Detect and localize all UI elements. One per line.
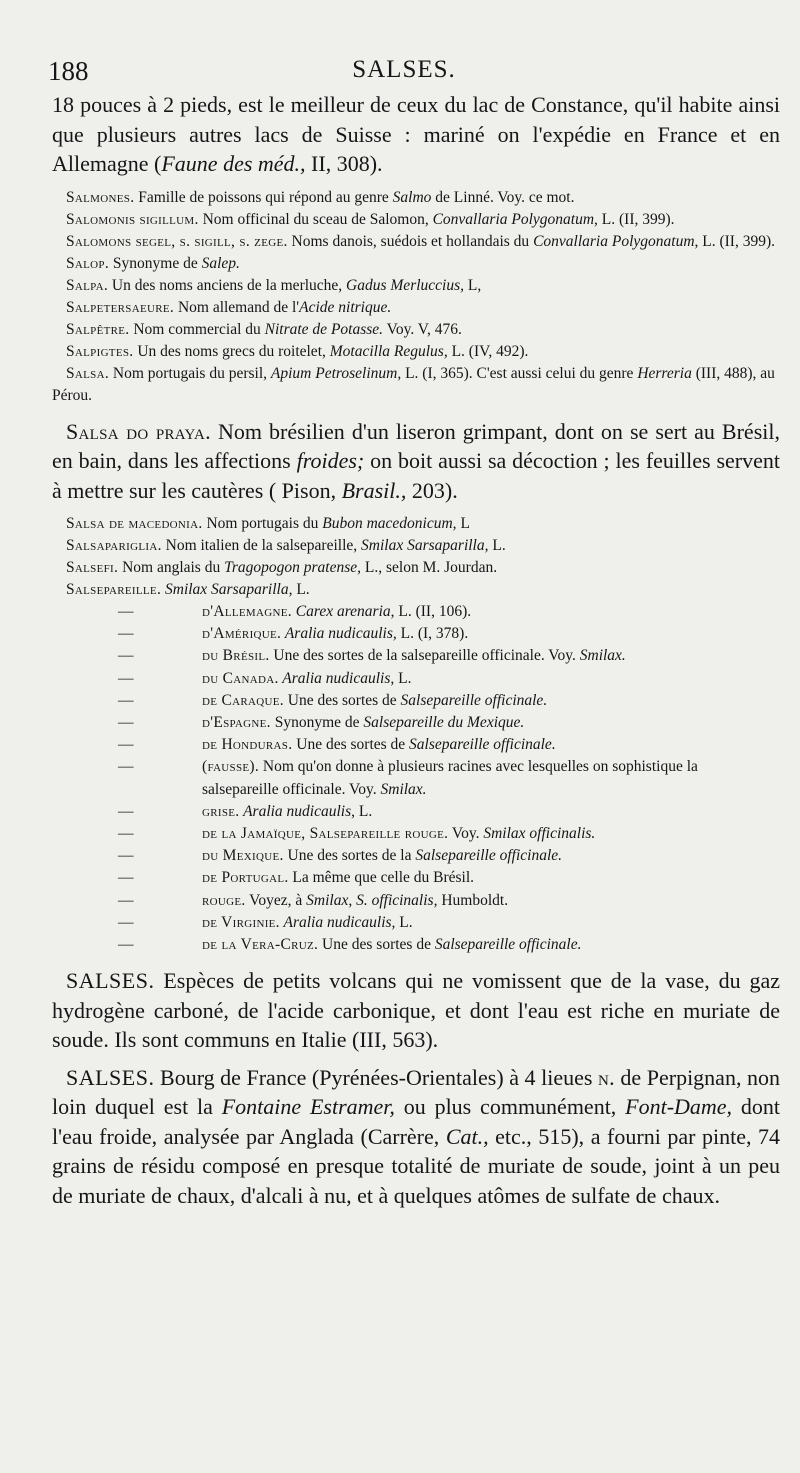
subentry-text: Voy. — [448, 825, 484, 843]
subentry — [52, 845, 780, 867]
subentry — [52, 823, 780, 845]
subentry-text: La même que celle du Brésil. — [288, 869, 475, 887]
subentry-italic: Carex arenaria — [291, 603, 391, 620]
entry-salsefi — [52, 557, 780, 579]
em-dash: — — [118, 802, 134, 820]
entry-text: dont l'eau froide, analysée par Anglada (Carrère, — [52, 1094, 780, 1149]
entry-text: Voy. V, 476. — [383, 320, 462, 338]
subentry-text: L. — [395, 913, 413, 931]
subentry-text: Une des sortes de — [292, 736, 410, 754]
subentry-italic: Aralia nudicaulis, — [279, 913, 396, 931]
subentry-italic: Smilax. — [380, 780, 427, 798]
subentry-italic: Salsepareille officinale. — [415, 847, 563, 865]
entry-text: Nom italien de la salsepareille, — [161, 537, 362, 554]
subentry-head: du Canada. — [202, 669, 279, 687]
em-dash: — — [118, 714, 134, 732]
entry-text: L. — [292, 581, 310, 598]
entry-text: Nom portugais du persil, — [109, 364, 271, 382]
entry-text: L., selon M. Jourdan. — [361, 559, 498, 576]
entry-salpa — [52, 275, 780, 297]
subentry-italic: Smilax officinalis. — [483, 825, 596, 843]
subentry — [52, 668, 780, 690]
entry-italic: Smilax Sarsaparilla, — [165, 581, 293, 598]
entry-text: L. — [488, 537, 506, 554]
entry-italic: Salep. — [201, 254, 240, 272]
em-dash: — — [118, 691, 134, 709]
em-dash: — — [118, 603, 134, 620]
entry-salses-volcans — [52, 966, 780, 1055]
em-dash: — — [118, 736, 134, 754]
entry-italic: froides; — [296, 448, 365, 473]
entry-text: Nom commercial du — [129, 320, 265, 338]
entry-text: L. (IV, 492). — [447, 342, 529, 360]
subentry-head: du Brésil. — [202, 647, 270, 665]
entry-italic: Fontaine Estramer, — [221, 1094, 395, 1120]
subentry-head: de Caraque. — [202, 691, 284, 709]
intro-text: 18 pouces à 2 pieds, est le meilleur de ceux du lac de Constance, qu'il habite ainsi que plusieurs autres lacs de Suisse : mariné on l'expédie en France et en Allemagne ( — [52, 92, 780, 176]
entry-text: ou plus communément, — [394, 1094, 626, 1120]
entry-head: Salsa de macedonia. — [66, 515, 203, 532]
subentry-italic: Salsepareille officinale. — [434, 936, 582, 954]
subentry-text: Une des sortes de — [283, 691, 401, 709]
subentry-head: d'Amérique. — [202, 625, 282, 643]
entry-head: Salsepareille. — [66, 581, 162, 598]
entry-text: Espèces de petits volcans qui ne vomissent que de la vase, du gaz hydrogène carboné, de l'acide carbonique, et dont l'eau est riche en muriate de soude. Ils sont communs en Italie (III, 563). — [52, 968, 780, 1053]
entry-italic: Nitrate de Potasse. — [264, 320, 384, 338]
entry-text: on boit aussi sa décoction ; les feuilles servent à mettre sur les cautères ( Pison, — [52, 448, 780, 503]
entry-text: Nom brésilien d'un liseron grimpant, dont on se sert au Brésil, en bain, dans les affections — [52, 418, 780, 473]
entry-text: , L. (II, 399). — [694, 232, 776, 250]
subentry-italic: Salsepareille officinale. — [409, 736, 556, 754]
subentry-italic: Salsepareille officinale. — [400, 691, 548, 709]
entry-italic: Salmo — [392, 188, 432, 206]
subentry-italic: Salsepareille du Mexique. — [363, 714, 525, 732]
entry-italic: Apium Petroselinum, — [270, 364, 402, 382]
subentry-text: Synonyme de — [270, 714, 364, 732]
entry-head: Salop. — [66, 254, 110, 272]
entry-italic: Cat., — [445, 1123, 489, 1149]
em-dash: — — [118, 847, 134, 865]
subentry — [52, 645, 780, 667]
entry-salsa — [52, 363, 780, 407]
subentry — [52, 934, 780, 956]
em-dash: — — [118, 825, 134, 843]
subentry-head: d'Allemagne. — [202, 603, 292, 620]
subentry-text: L. (I, 378). — [396, 625, 469, 643]
em-dash: — — [118, 625, 134, 643]
entry-head: Salpêtre. — [66, 320, 130, 338]
entry-text: L. (II, 399). — [597, 210, 675, 228]
subentry-text: Une des sortes de la — [283, 847, 416, 865]
subentry — [52, 734, 780, 756]
subentry-text: Nom qu'on donne à plusieurs racines avec lesquelles on sophistique la salsepareille officinale. Voy. — [202, 758, 698, 798]
em-dash: — — [118, 891, 134, 909]
subentry — [52, 801, 780, 823]
entry-salses-bourg — [52, 1063, 780, 1211]
entry-head: Salomons segel, s. sigill, s. zege. — [66, 232, 288, 250]
em-dash: — — [118, 869, 134, 887]
em-dash: — — [118, 758, 134, 776]
entry-salpetre — [52, 319, 780, 341]
subentry-text: , L. — [351, 802, 373, 820]
entry-text: de Linné. Voy. ce mot. — [431, 188, 575, 206]
subentry — [52, 756, 780, 800]
entry-text: 203). — [406, 477, 458, 503]
subentry — [52, 690, 780, 712]
entry-italic: Bubon macedonicum, — [322, 515, 457, 532]
entry-italic: Tragopogon pratense, — [224, 559, 362, 576]
subentry-italic: Aralia nudicaulis, — [281, 625, 397, 643]
entry-text: Nom allemand de l' — [174, 298, 300, 316]
entry-text: Nom officinal du sceau de Salomon, — [198, 210, 433, 228]
em-dash: — — [118, 647, 134, 665]
entry-salpigtes — [52, 341, 780, 363]
entry-text: Nom portugais du — [202, 515, 323, 532]
entry-text: L. (I, 365). C'est aussi celui du genre — [401, 364, 638, 382]
subentry-text: Une des sortes de la salsepareille officinale. Voy. — [269, 647, 580, 665]
entry-salsapariglia — [52, 535, 780, 557]
intro-paragraph — [52, 90, 780, 179]
compass-direction: n. — [597, 1064, 615, 1090]
subentry — [52, 712, 780, 734]
entry-salop — [52, 253, 780, 275]
subentry-italic: Smilax. — [579, 647, 626, 665]
subentry-text: , L. (II, 106). — [390, 603, 472, 620]
subentry-head: d'Espagne. — [202, 714, 271, 732]
entry-head: Salpa. — [66, 276, 109, 294]
subentry-text: Voyez, à — [245, 891, 307, 909]
entry-italic: Brasil., — [341, 477, 407, 503]
entry-text: Nom anglais du — [118, 559, 225, 576]
entry-text: L, — [464, 276, 482, 294]
em-dash: — — [118, 936, 134, 954]
subentry-head: du Mexique. — [202, 847, 284, 865]
entry-italic: Font-Dame, — [625, 1094, 733, 1120]
entry-head: Salmones. — [66, 188, 135, 206]
subentry — [52, 623, 780, 645]
entry-head: Salsa. — [66, 364, 110, 382]
subentry-italic: Aralia nudicaulis, — [278, 669, 395, 687]
entry-text: Noms danois, suédois et hollandais du — [287, 232, 534, 250]
entry-italic: Acide nitrique. — [299, 298, 392, 316]
entry-salsa-do-praya — [52, 417, 780, 506]
entry-salomonis — [52, 209, 780, 231]
subentry-head: de Portugal. — [202, 869, 289, 887]
page-header — [48, 56, 760, 88]
intro-citation: Faune des méd., — [161, 151, 306, 176]
entry-italic: Convallaria Polygonatum, — [432, 210, 598, 228]
entry-text: Bourg de France (Pyrénées-Orientales) à 4 lieues — [154, 1064, 598, 1090]
entry-text: Un des noms anciens de la merluche, — [108, 276, 347, 294]
subentry-list — [52, 601, 780, 956]
entry-text: Famille de poissons qui répond au genre — [134, 188, 393, 206]
page-body — [52, 90, 780, 1210]
subentry-head: grise. — [202, 802, 240, 820]
entry-head: Salsapariglia. — [66, 537, 162, 554]
subentry-head: de la Vera-Cruz. — [202, 936, 319, 954]
subentry-italic: Smilax, S. officinalis, — [306, 891, 438, 909]
entry-italic: Motacilla Regulus, — [329, 342, 448, 360]
subentry-head: de la Jamaïque, Salsepareille rouge. — [202, 825, 449, 843]
entry-head: Salsa do praya. — [66, 418, 211, 444]
entry-italic: Convallaria Polygonatum — [533, 232, 695, 250]
entry-italic: Herreria — [637, 364, 692, 382]
subentry — [52, 890, 780, 912]
em-dash: — — [118, 913, 134, 931]
entry-italic: Smilax Sarsaparilla, — [361, 537, 489, 554]
entry-text: Un des noms grecs du roitelet, — [133, 342, 330, 360]
subentry-text: L. — [394, 669, 412, 687]
subentry-head: rouge. — [202, 891, 246, 909]
entry-head: Salpigtes. — [66, 342, 134, 360]
em-dash: — — [118, 669, 134, 687]
entry-salsa-macedonia — [52, 513, 780, 535]
subentry — [52, 912, 780, 934]
subentry — [52, 601, 780, 623]
subentry-head: de Virginie. — [202, 913, 280, 931]
entry-head: SALSES. — [66, 968, 155, 994]
subentry-head: (fausse). — [202, 758, 260, 776]
subentry-text: Une des sortes de — [318, 936, 435, 954]
intro-tail: II, 308). — [305, 151, 383, 176]
entry-text: etc., 515), a fourni par pinte, 74 grains de résidu composé en presque totalité de muriate de soude, joint à un peu de muriate de chaux, d'alcali à nu, et à quelques atômes de sulfate de chaux. — [52, 1123, 781, 1208]
subentry-head: de Honduras. — [202, 736, 293, 754]
entry-text: Synonyme de — [109, 254, 202, 272]
entry-salsepareille — [52, 579, 780, 601]
subentry-italic: Aralia nudicaulis — [239, 802, 352, 820]
entry-salomons — [52, 231, 780, 253]
subentry-text: Humboldt. — [437, 891, 509, 909]
running-head: SALSES. — [352, 56, 456, 83]
page-number: 188 — [48, 56, 89, 86]
entry-italic: Gadus Merluccius, — [346, 276, 464, 294]
subentry — [52, 867, 780, 889]
entry-salpetersaeure — [52, 297, 780, 319]
entry-head: Salsefi. — [66, 559, 119, 576]
entry-head: Salpetersaeure. — [66, 298, 175, 316]
entry-head: Salomonis sigillum. — [66, 210, 199, 228]
entry-text: de Perpignan, non loin duquel est la — [52, 1064, 780, 1120]
entry-text: (III, 488), au Pérou. — [52, 364, 775, 404]
entry-salmones — [52, 187, 780, 209]
entry-head: SALSES. — [66, 1064, 155, 1090]
entry-text: L — [456, 515, 470, 532]
